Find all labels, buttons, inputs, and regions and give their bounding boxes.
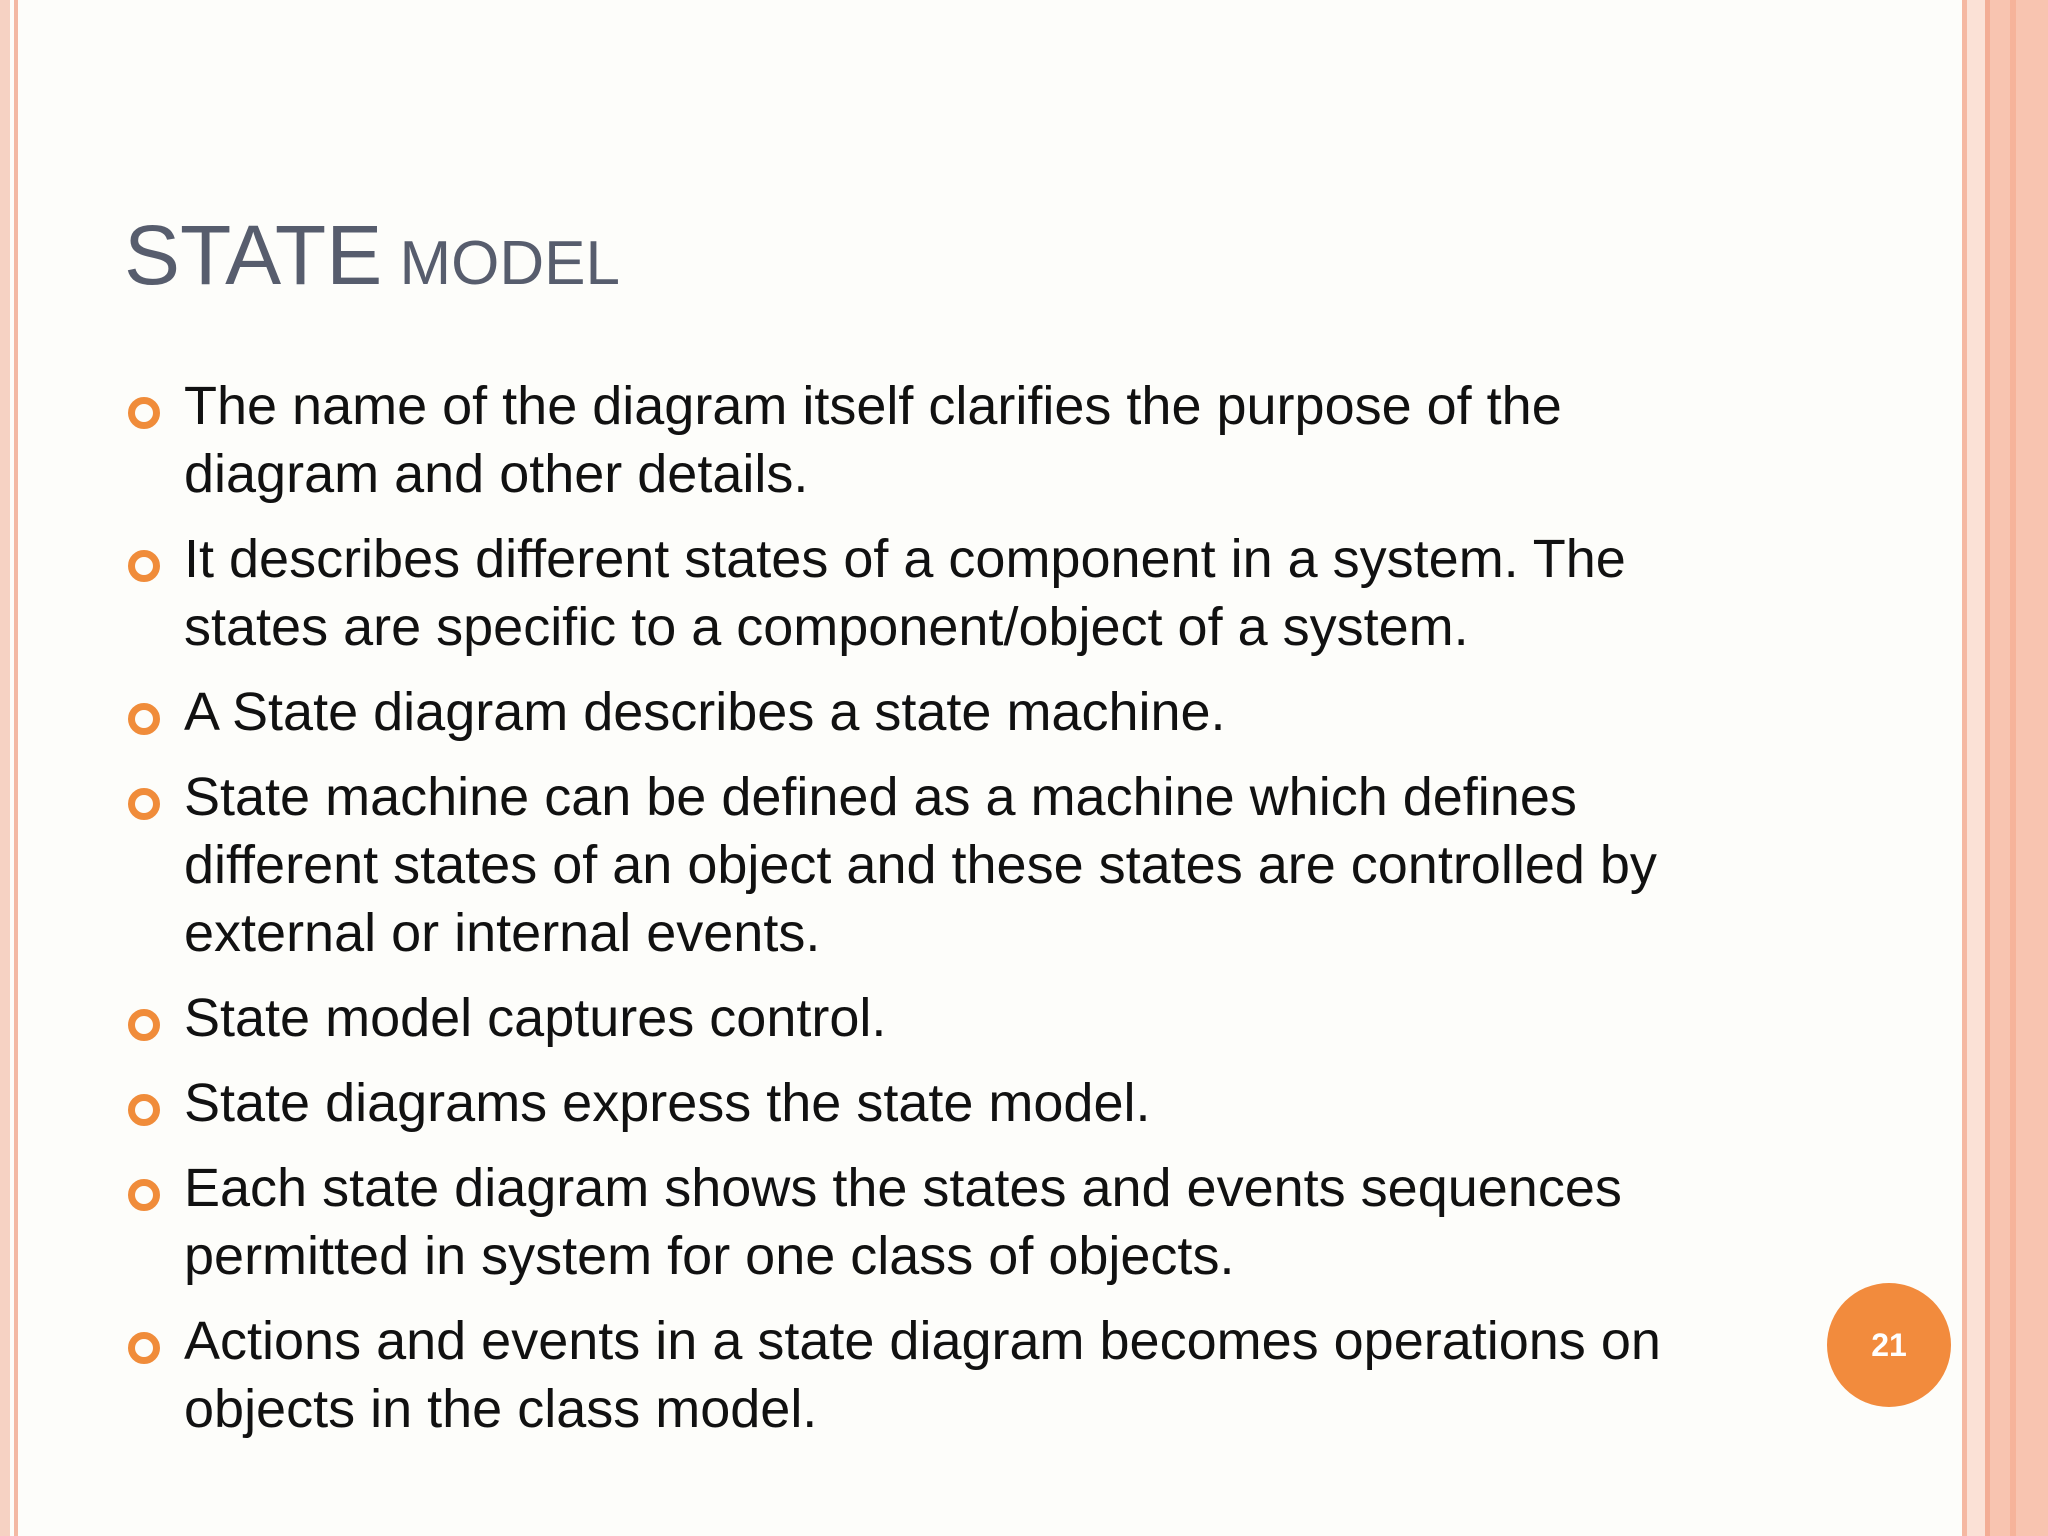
- circle-bullet-icon: [128, 788, 160, 820]
- bullet-text: Each state diagram shows the states and events sequences permitted in system for one class of objects.: [184, 1158, 1622, 1286]
- circle-bullet-icon: [128, 1179, 160, 1211]
- bullet-text: Actions and events in a state diagram becomes operations on objects in the class model.: [184, 1311, 1661, 1439]
- bullet-text: State machine can be defined as a machine which defines different states of an object and these states are controlled by external or internal events.: [184, 767, 1657, 963]
- bullet-item: [128, 1307, 1768, 1443]
- bullet-list: [128, 372, 1768, 1460]
- bullet-text: State diagrams express the state model.: [184, 1073, 1151, 1133]
- bullet-item: [128, 525, 1768, 661]
- right-border-stripe: [2010, 0, 2016, 1536]
- right-border-stripe: [1967, 0, 1985, 1536]
- bullet-item: [128, 1069, 1768, 1137]
- bullet-text: State model captures control.: [184, 988, 887, 1048]
- bullet-text: The name of the diagram itself clarifies the purpose of the diagram and other details.: [184, 376, 1562, 504]
- page-number-badge: 21: [1827, 1283, 1951, 1407]
- circle-bullet-icon: [128, 1332, 160, 1364]
- circle-bullet-icon: [128, 550, 160, 582]
- circle-bullet-icon: [128, 1094, 160, 1126]
- bullet-text: It describes different states of a component in a system. The states are specific to a component/object of a system.: [184, 529, 1626, 657]
- slide-title-main: STATE: [124, 208, 383, 302]
- slide-title: [124, 205, 620, 314]
- left-border-line: [0, 0, 10, 1536]
- right-border-stripe: [1990, 0, 2048, 1536]
- circle-bullet-icon: [128, 1009, 160, 1041]
- bullet-text: A State diagram describes a state machine.: [184, 682, 1226, 742]
- bullet-item: [128, 984, 1768, 1052]
- bullet-item: [128, 1154, 1768, 1290]
- bullet-item: [128, 763, 1768, 967]
- circle-bullet-icon: [128, 397, 160, 429]
- circle-bullet-icon: [128, 703, 160, 735]
- bullet-item: [128, 678, 1768, 746]
- bullet-item: [128, 372, 1768, 508]
- left-border-line-inner: [14, 0, 18, 1536]
- slide-title-rest: MODEL: [382, 229, 620, 298]
